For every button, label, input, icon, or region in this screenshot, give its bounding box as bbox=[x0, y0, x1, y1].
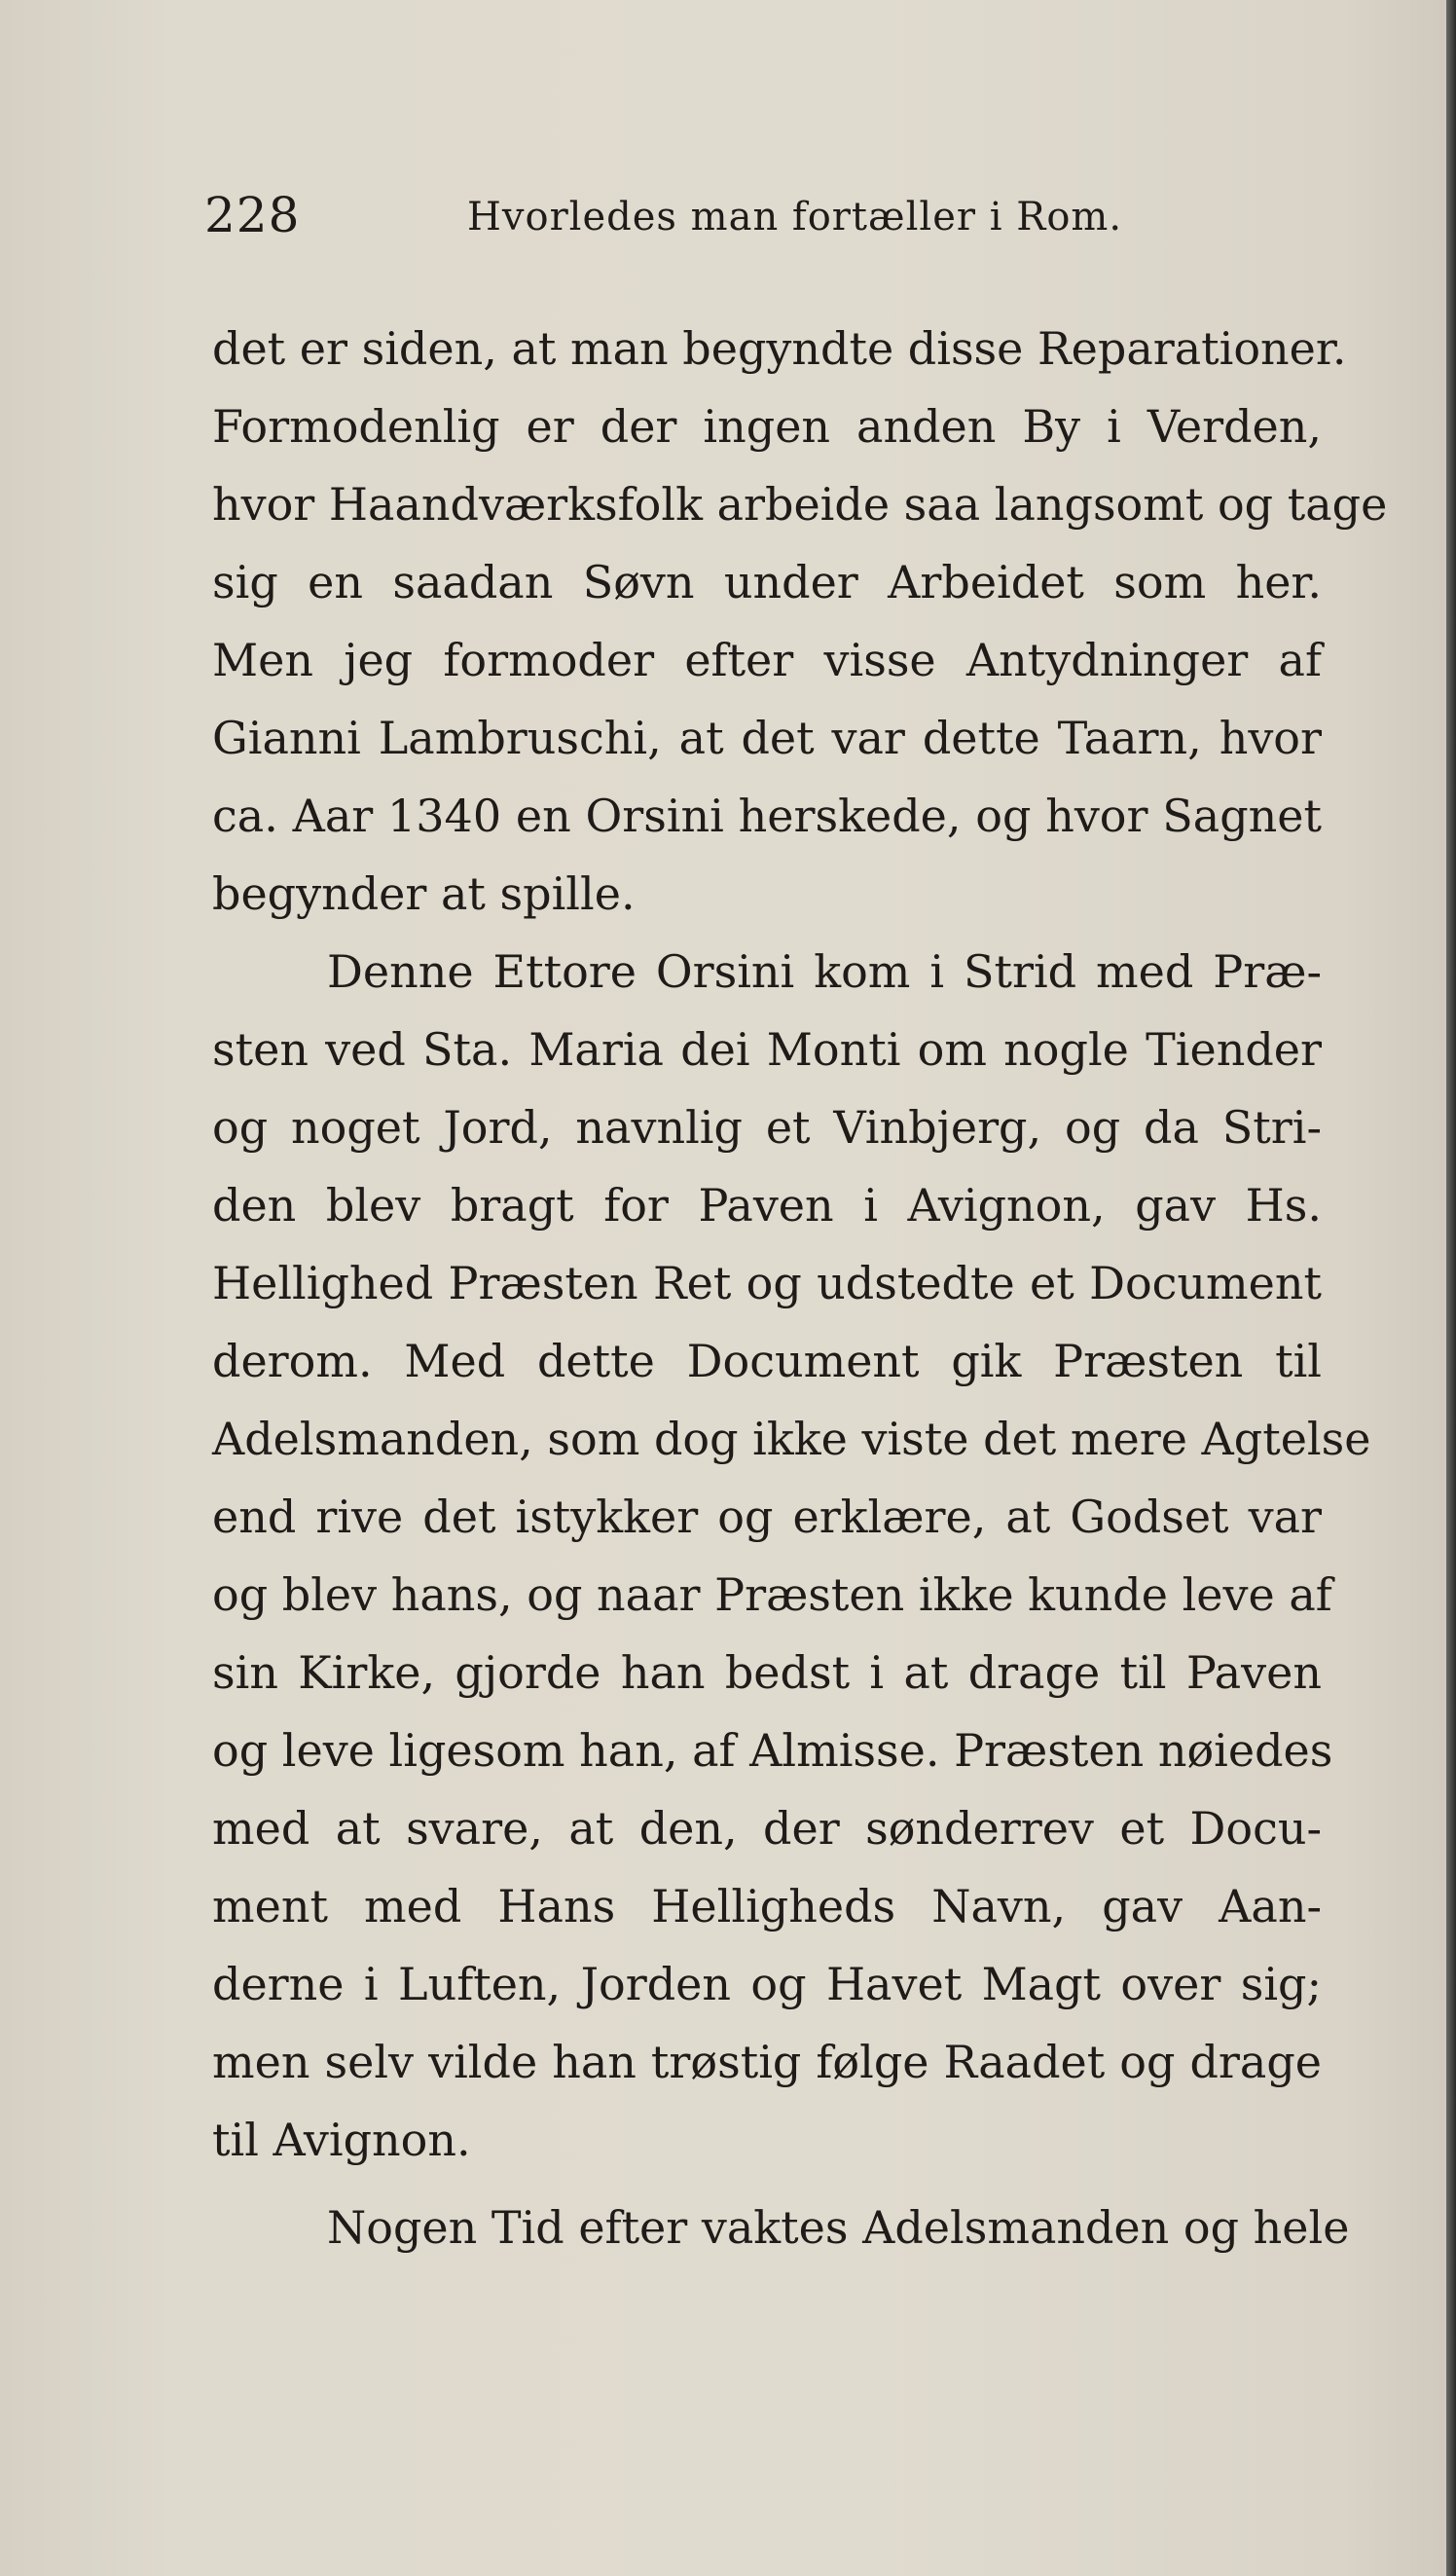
text-line: end rive det istykker og erklære, at Godset var bbox=[212, 1490, 1322, 1543]
page-number: 228 bbox=[204, 187, 301, 243]
paragraph-first-line: Denne Ettore Orsini kom i Strid med Præ- bbox=[327, 945, 1322, 998]
text-line: men selv vilde han trøstig følge Raadet og drage bbox=[212, 2036, 1322, 2088]
running-head: Hvorledes man fortæller i Rom. bbox=[467, 195, 1123, 239]
text-line: Formodenlig er der ingen anden By i Verden, bbox=[212, 400, 1322, 453]
text-line: ment med Hans Helligheds Navn, gav Aan- bbox=[212, 1880, 1322, 1932]
text-line: ca. Aar 1340 en Orsini herskede, og hvor Sagnet bbox=[212, 790, 1322, 842]
text-line: det er siden, at man begyndte disse Reparationer. bbox=[212, 322, 1347, 375]
text-line: Hellighed Præsten Ret og udstedte et Document bbox=[212, 1257, 1322, 1309]
text-line: og noget Jord, navnlig et Vinbjerg, og da Stri- bbox=[212, 1101, 1322, 1154]
text-line: Men jeg formoder efter visse Antydninger af bbox=[212, 634, 1322, 686]
text-line: sten ved Sta. Maria dei Monti om nogle Tiender bbox=[212, 1023, 1322, 1076]
text-line: med at svare, at den, der sønderrev et Docu- bbox=[212, 1802, 1322, 1855]
text-line: Adelsmanden, som dog ikke viste det mere Agtelse bbox=[212, 1413, 1371, 1465]
text-line: den blev bragt for Paven i Avignon, gav Hs. bbox=[212, 1179, 1322, 1232]
page-header bbox=[204, 187, 1324, 257]
page-edge-shadow bbox=[1446, 0, 1456, 2576]
text-line: sig en saadan Søvn under Arbeidet som her. bbox=[212, 556, 1322, 608]
text-line: og leve ligesom han, af Almisse. Præsten nøiedes bbox=[212, 1724, 1333, 1777]
text-line: Gianni Lambruschi, at det var dette Taarn, hvor bbox=[212, 712, 1322, 764]
text-line: hvor Haandværksfolk arbeide saa langsomt og tage bbox=[212, 478, 1388, 531]
paragraph-first-line: Nogen Tid efter vaktes Adelsmanden og hele bbox=[327, 2201, 1350, 2254]
text-line: og blev hans, og naar Præsten ikke kunde leve af bbox=[212, 1568, 1332, 1621]
text-line: sin Kirke, gjorde han bedst i at drage til Paven bbox=[212, 1646, 1322, 1699]
text-line: derne i Luften, Jorden og Havet Magt over sig; bbox=[212, 1958, 1322, 2010]
text-line: begynder at spille. bbox=[212, 867, 636, 920]
text-line: til Avignon. bbox=[212, 2114, 471, 2166]
text-line: derom. Med dette Document gik Præsten til bbox=[212, 1335, 1322, 1387]
